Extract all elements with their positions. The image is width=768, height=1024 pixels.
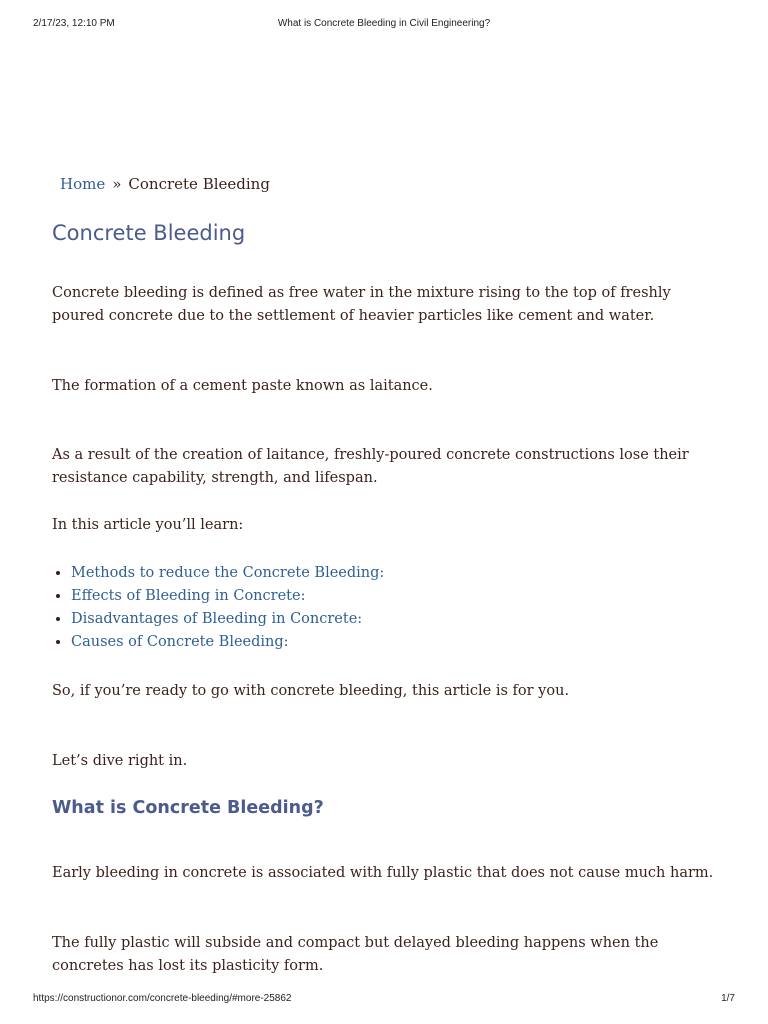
print-document-title: What is Concrete Bleeding in Civil Engineering? — [277, 18, 491, 29]
breadcrumb-home-link[interactable]: Home — [60, 175, 106, 193]
print-date: 2/17/23, 12:10 PM — [33, 18, 115, 29]
page-title: Concrete Bleeding — [52, 221, 246, 245]
print-url: https://constructionor.com/concrete-bleeding/#more-25862 — [33, 993, 292, 1004]
breadcrumb — [60, 175, 270, 193]
intro-paragraph-1: Concrete bleeding is defined as free water in the mixture rising to the top of freshly poured concrete due to the settlement of heavier particles like cement and water. — [52, 285, 671, 324]
page-number: 1/7 — [721, 993, 735, 1004]
intro-paragraph-2: The formation of a cement paste known as laitance. — [52, 378, 433, 394]
after-toc-paragraph-2: Let’s dive right in. — [52, 753, 188, 769]
section-title: What is Concrete Bleeding? — [52, 798, 324, 818]
intro-paragraph-4: In this article you’ll learn: — [52, 517, 244, 533]
table-of-contents — [52, 562, 384, 654]
toc-link-effects[interactable]: Effects of Bleeding in Concrete: — [71, 588, 306, 604]
breadcrumb-current: Concrete Bleeding — [128, 175, 270, 193]
intro-paragraph-3: As a result of the creation of laitance, freshly-poured concrete constructions lose their resistance capability, strength, and lifespan. — [52, 447, 689, 486]
breadcrumb-separator: » — [112, 175, 122, 193]
after-toc-paragraph-1: So, if you’re ready to go with concrete bleeding, this article is for you. — [52, 683, 570, 699]
print-footer — [33, 993, 735, 1007]
toc-link-causes[interactable]: Causes of Concrete Bleeding: — [71, 634, 289, 650]
toc-item — [71, 631, 384, 654]
toc-item — [71, 608, 384, 631]
section-paragraph-2: The fully plastic will subside and compact but delayed bleeding happens when the concretes has lost its plasticity form. — [52, 935, 659, 974]
print-header — [33, 18, 735, 32]
toc-link-methods[interactable]: Methods to reduce the Concrete Bleeding: — [71, 565, 385, 581]
toc-item — [71, 562, 384, 585]
section-paragraph-1: Early bleeding in concrete is associated with fully plastic that does not cause much harm. — [52, 865, 714, 881]
toc-link-disadvantages[interactable]: Disadvantages of Bleeding in Concrete: — [71, 611, 363, 627]
toc-item — [71, 585, 384, 608]
